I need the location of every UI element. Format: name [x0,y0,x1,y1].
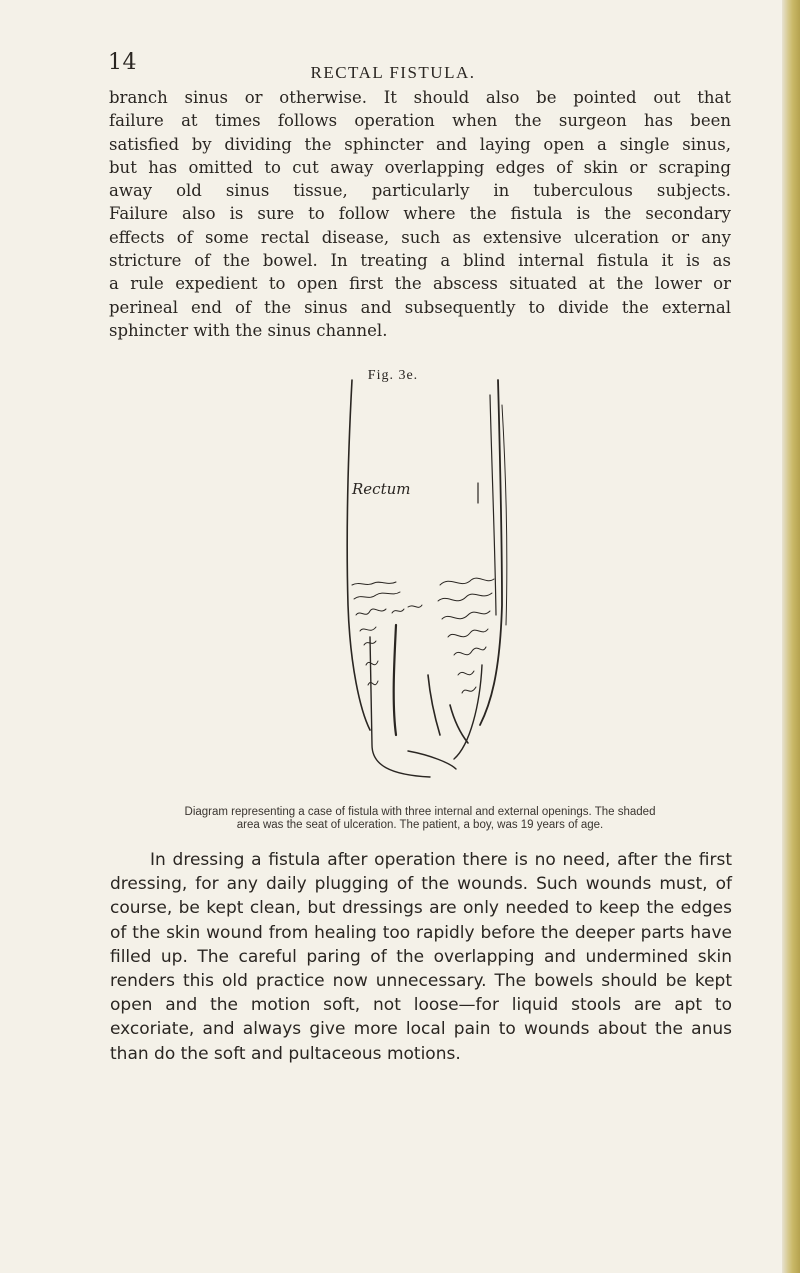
fistula-track-3 [450,705,468,743]
text-line: but has omitted to cut away overlapping edges of skin or scraping [109,157,731,177]
running-head: RECTAL FISTULA. [310,63,476,82]
paragraph-2: In dressing a fistula after operation there is no need, after the first dressing, for any daily plugging of the wounds. Such wounds must, of course, be kept clean, but dressings are only needed to keep the edges of the skin wound from healing too rapidly before the deeper parts have filled up. The careful paring of the overlapping and undermined skin renders this old practice now unnecessary. The bowels should be kept open and the motion soft, not loose—for liquid stools are apt to excoriate, and always give more local pain to wounds about the anus than do the soft and pultaceous motions. [110,850,732,1064]
text-line: perineal end of the sinus and subsequently to divide the external [109,297,731,317]
text-line: satisfied by dividing the sphincter and laying open a single sinus, [109,134,731,154]
anal-canal-right [454,665,482,759]
fistula-track-2 [428,675,440,735]
figure-caption [108,806,732,832]
rectum-right-wall-inner [490,395,496,615]
text-line: stricture of the bowel. In treating a blind internal fistula it is as [109,251,731,271]
text-line: away old sinus tissue, particularly in tuberculous subjects. [109,181,731,201]
shaded-ulceration-area [352,578,494,693]
fistula-track-1 [394,625,396,735]
text-line: sphincter with the sinus channel. [109,320,388,340]
text-line: Failure also is sure to follow where the fistula is the secondary [109,204,731,224]
text-line: failure at times follows operation when the surgeon has been [109,111,731,131]
text-line: effects of some rectal disease, such as extensive ulceration or any [109,227,731,247]
page-number: 14 [108,50,137,75]
rectum-label: Rectum [352,480,411,498]
text-line: branch sinus or otherwise. It should also be pointed out that [109,88,731,107]
text-line: a rule expedient to open first the abscess situated at the lower or [109,274,731,294]
anal-opening [408,751,456,769]
paragraph-1 [109,86,731,342]
fistula-diagram [330,375,530,795]
anal-canal-left [370,637,430,777]
caption-line: area was the seat of ulceration. The patient, a boy, was 19 years of age. [236,819,604,831]
gilt-page-edge [782,0,800,1273]
rectum-left-wall [347,380,370,730]
figure-label: Fig. 3e. [367,368,419,383]
caption-line: Diagram representing a case of fistula with three internal and external openings. The shaded [184,806,656,818]
